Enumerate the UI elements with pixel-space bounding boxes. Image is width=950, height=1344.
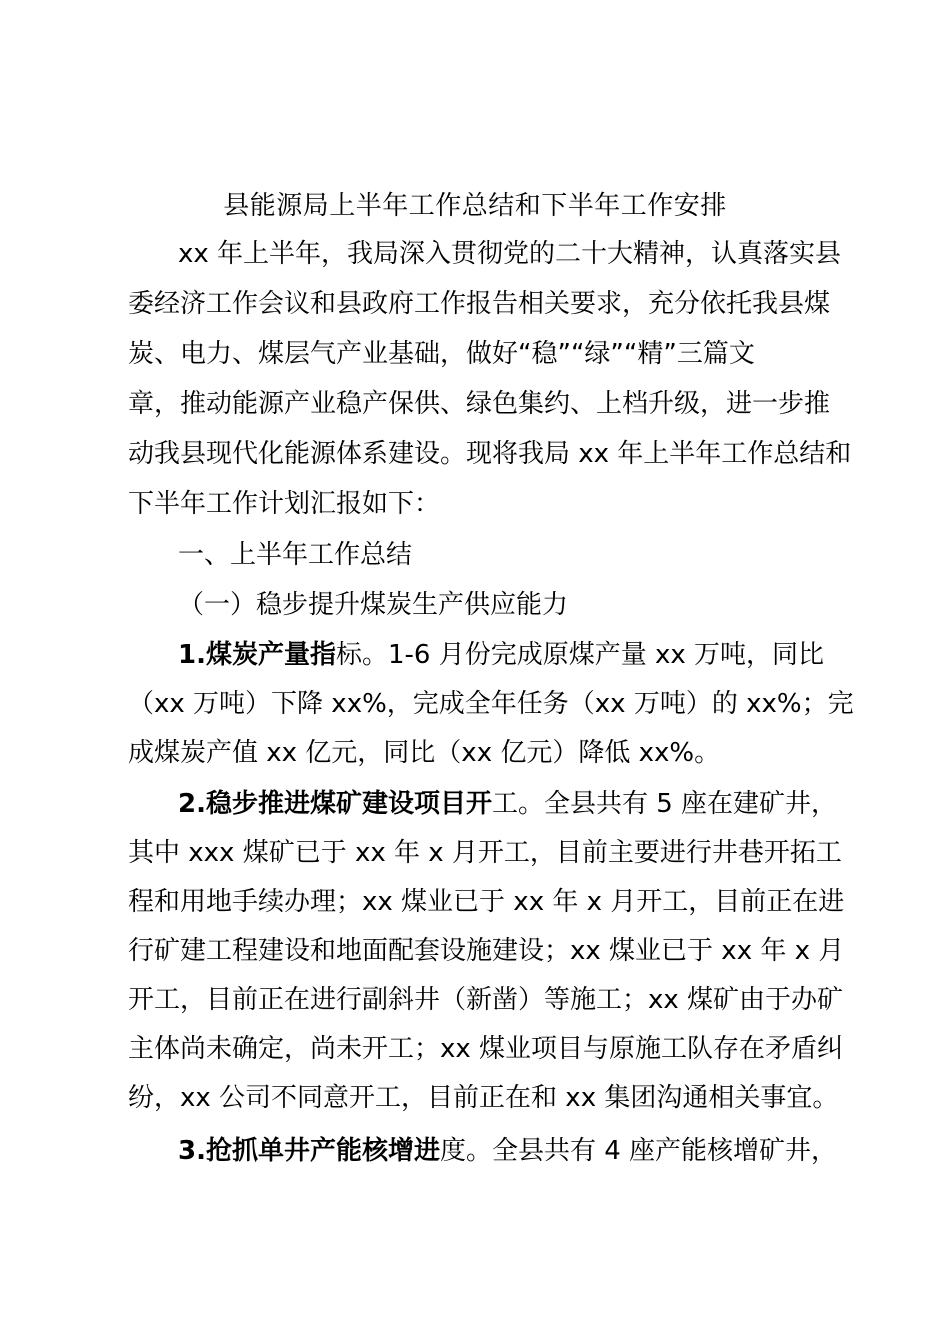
item-1-heading: 1.煤炭产量指 — [178, 640, 336, 670]
item-1-line-3: 成煤炭产值 xx 亿元，同比（xx 亿元）降低 xx%。 — [128, 738, 721, 768]
item-3-heading: 3.抢抓单井产能核增进 — [178, 1136, 440, 1166]
item-2-line-1: 工。全县共有 5 座在建矿井， — [491, 789, 838, 819]
intro-line-4: 章，推动能源产业稳产保供、绿色集约、上档升级，进一步推 — [128, 389, 831, 419]
item-1-line-2: （xx 万吨）下降 xx%，完成全年任务（xx 万吨）的 xx%；完 — [128, 689, 854, 719]
item-3-first-line — [178, 1129, 837, 1173]
item-2-line-7: 纷，xx 公司不同意开工，目前正在和 xx 集团沟通相关事宜。 — [128, 1083, 839, 1113]
item-2-first-line — [178, 782, 837, 826]
item-2-heading: 2.稳步推进煤矿建设项目开 — [178, 789, 492, 819]
intro-line-6: 下半年工作计划汇报如下： — [128, 489, 441, 519]
item-2-line-6: 主体尚未确定，尚未开工；xx 煤业项目与原施工队存在矛盾纠 — [128, 1034, 844, 1064]
item-3-line-1: 度。全县共有 4 座产能核增矿井， — [439, 1136, 838, 1166]
section-heading: 一、上半年工作总结 — [178, 540, 413, 570]
item-2-line-2: 其中 xxx 煤矿已于 xx 年 x 月开工，目前主要进行井巷开拓工 — [128, 838, 842, 868]
intro-line-1: xx 年上半年，我局深入贯彻党的二十大精神，认真落实县 — [178, 239, 842, 269]
document-title: 县能源局上半年工作总结和下半年工作安排 — [223, 191, 727, 221]
subsection-heading: （一）稳步提升煤炭生产供应能力 — [178, 590, 569, 620]
intro-line-3: 炭、电力、煤层气产业基础，做好“稳”“绿”“精”三篇文 — [128, 339, 755, 369]
item-1-line-1: 标。1-6 月份完成原煤产量 xx 万吨，同比 — [335, 640, 825, 670]
intro-line-5: 动我县现代化能源体系建设。现将我局 xx 年上半年工作总结和 — [128, 439, 852, 469]
item-2-line-5: 开工，目前正在进行副斜井（新凿）等施工；xx 煤矿由于办矿 — [128, 985, 844, 1015]
intro-line-2: 委经济工作会议和县政府工作报告相关要求，充分依托我县煤 — [128, 289, 831, 319]
item-2-line-3: 程和用地手续办理；xx 煤业已于 xx 年 x 月开工，目前正在进 — [128, 887, 845, 917]
item-2-line-4: 行矿建工程建设和地面配套设施建设；xx 煤业已于 xx 年 x 月 — [128, 936, 845, 966]
item-1-first-line — [178, 633, 824, 677]
